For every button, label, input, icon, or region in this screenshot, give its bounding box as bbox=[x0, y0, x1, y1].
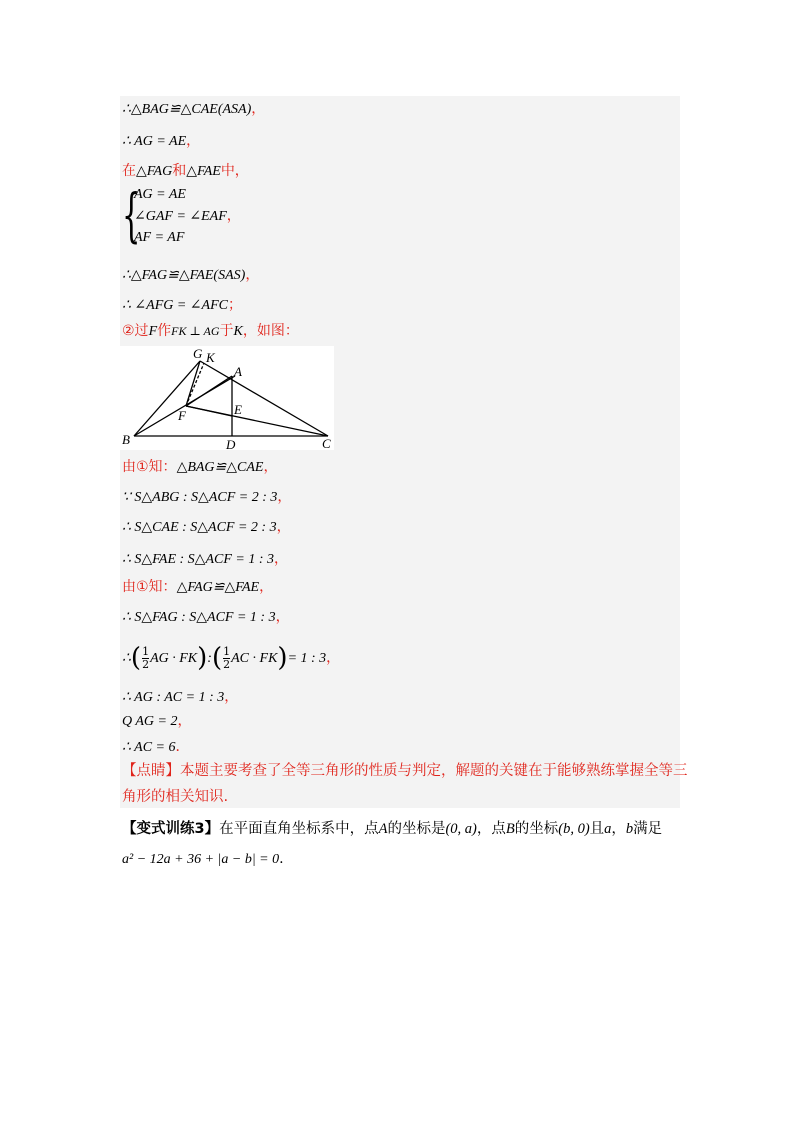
line-fraction-ratio: ∴( $\frac{1}{2}$ AG · FK):( $\frac{1}{2}$ AC · FK)= 1 : 3， bbox=[122, 643, 341, 673]
line-from-1-bag: 由①知：△BAG≌△CAE， bbox=[122, 459, 278, 475]
label-e: E bbox=[234, 402, 242, 417]
line-area-fae: ∴ S△FAE : S△ACF = 1 : 3， bbox=[122, 551, 289, 567]
exercise-line-1: 【变式训练3】在平面直角坐标系中，点A的坐标是(0, a)，点B的坐标(b, 0)且a，b满足 bbox=[122, 821, 663, 837]
line-area-abg: ∵ S△ABG : S△ACF = 2 : 3， bbox=[122, 489, 292, 505]
note-comment: 【点睛】本题主要考查了全等三角形的性质与判定，解题的关键在于能够熟练掌握全等三 bbox=[122, 763, 688, 779]
system-row-2: ∠GAF = ∠EAF， bbox=[134, 208, 241, 224]
system-row-1: AG = AE bbox=[134, 187, 186, 202]
system-row-3: AF = AF bbox=[134, 230, 185, 245]
label-c: C bbox=[322, 436, 331, 450]
line-area-cae: ∴ S△CAE : S△ACF = 2 : 3， bbox=[122, 519, 291, 535]
left-brace: { bbox=[122, 181, 141, 249]
line-congruent-asa: ∴△BAG≌△CAE(ASA)， bbox=[122, 101, 266, 117]
label-k: K bbox=[206, 350, 215, 365]
label-a: A bbox=[234, 364, 242, 379]
line-construct-fk: ②过F作FK ⊥ AG于K，如图： bbox=[122, 323, 299, 339]
line-ag-equals-ae: ∴ AG = AE， bbox=[122, 133, 201, 149]
label-b: B bbox=[122, 432, 130, 447]
label-g: G bbox=[193, 346, 203, 361]
line-congruent-sas: ∴△FAG≌△FAE(SAS)， bbox=[122, 267, 260, 283]
label-f: F bbox=[178, 408, 186, 423]
line-ag-ac-ratio: ∴ AG : AC = 1 : 3， bbox=[122, 689, 239, 705]
line-ac-value: ∴ AC = 6． bbox=[122, 739, 190, 755]
line-angle-afg: ∴ ∠AFG = ∠AFC； bbox=[122, 297, 242, 313]
fraction-1: $\frac{1}{2}$ bbox=[142, 644, 150, 671]
geometry-figure bbox=[120, 346, 334, 450]
line-from-1-fag: 由①知：△FAG≌△FAE， bbox=[122, 579, 274, 595]
line-in-triangles: 在△FAG和△FAE中， bbox=[122, 163, 249, 179]
triangle-diagram bbox=[120, 346, 334, 450]
line-ag-value: Q AG = 2， bbox=[122, 713, 192, 729]
fraction-2: $\frac{1}{2}$ bbox=[223, 644, 231, 671]
note-comment-2: 角形的相关知识. bbox=[122, 789, 229, 805]
label-d: D bbox=[226, 437, 236, 450]
exercise-equation: a² − 12a + 36 + |a − b| = 0. bbox=[122, 851, 284, 867]
line-area-fag: ∴ S△FAG : S△ACF = 1 : 3， bbox=[122, 609, 290, 625]
